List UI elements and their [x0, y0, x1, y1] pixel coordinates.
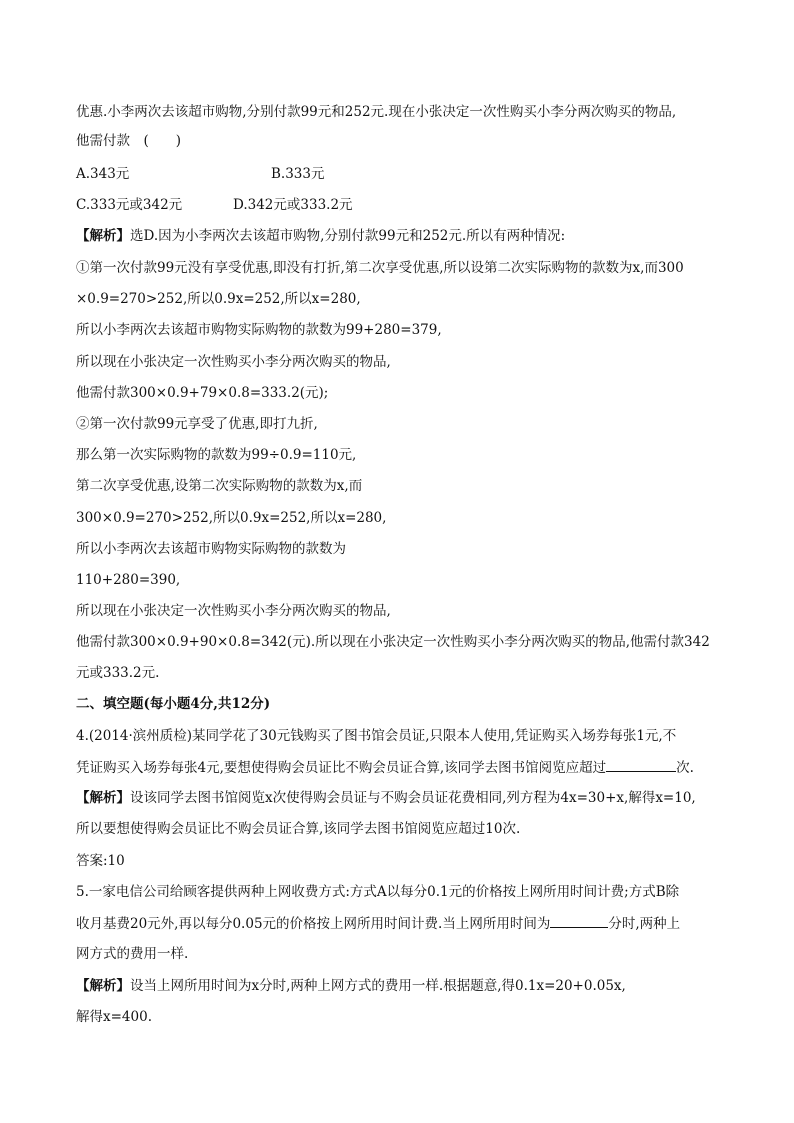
problem5-solution-line2: 解得x=400. — [76, 1009, 152, 1025]
problem3-stem-line2: 他需付款 ( ) — [76, 133, 182, 149]
problem5-line1: 5.一家电信公司给顾客提供两种上网收费方式:方式A以每分0.1元的价格按上网所用时间计费;方式B除 — [76, 884, 680, 900]
solution3-line13: 所以现在小张决定一次性购买小李分两次购买的物品, — [76, 603, 391, 619]
option-b: B.333元 — [271, 166, 325, 182]
solution3-line5: 所以现在小张决定一次性购买小李分两次购买的物品, — [76, 354, 391, 370]
problem5-line2: 收月基费20元外,再以每分0.05元的价格按上网所用时间计费.当上网所用时间为 分时,两种上 — [76, 913, 728, 934]
answer-blank — [606, 757, 676, 772]
option-c: C.333元或342元 — [76, 197, 183, 213]
problem4-line1: 4.(2014·滨州质检)某同学花了30元钱购买了图书馆会员证,只限本人使用,凭证购买入场券每张1元,不 — [76, 728, 677, 744]
problem5-solution-line1: 【解析】设当上网所用时间为x分时,两种上网方式的费用一样.根据题意,得0.1x=20+0.05x, — [76, 978, 626, 994]
option-d: D.342元或333.2元 — [233, 197, 353, 213]
problem3-stem-line1: 优惠.小李两次去该超市购物,分别付款99元和252元.现在小张决定一次性购买小李分两次购买的物品, — [76, 104, 677, 120]
solution3-line6: 他需付款300×0.9+79×0.8=333.2(元); — [76, 385, 329, 401]
solution3-line15: 元或333.2元. — [76, 665, 160, 681]
solution3-line9: 第二次享受优惠,设第二次实际购物的款数为x,而 — [76, 478, 363, 494]
solution3-line1: 【解析】选D.因为小李两次去该超市购物,分别付款99元和252元.所以有两种情况: — [76, 228, 566, 244]
solution3-line2: ①第一次付款99元没有享受优惠,即没有打折,第二次享受优惠,所以设第二次实际购物的款数为x,而300 — [76, 260, 684, 276]
solution3-line3: ×0.9=270>252,所以0.9x=252,所以x=280, — [76, 291, 361, 307]
solution-tag: 【解析】 — [76, 790, 130, 806]
solution3-line10: 300×0.9=270>252,所以0.9x=252,所以x=280, — [76, 510, 387, 526]
option-a: A.343元 — [76, 166, 130, 182]
solution3-line4: 所以小李两次去该超市购物实际购物的款数为99+280=379, — [76, 322, 442, 338]
problem4-line2: 凭证购买入场券每张4元,要想使得购会员证比不购会员证合算,该同学去图书馆阅览应超过 次. — [76, 757, 728, 778]
section-heading: 二、填空题(每小题4分,共12分) — [76, 696, 271, 712]
solution3-line8: 那么第一次实际购物的款数为99÷0.9=110元, — [76, 447, 357, 463]
problem4-solution-line1: 【解析】设该同学去图书馆阅览x次使得购会员证与不购会员证花费相同,列方程为4x=30+x,解得x=10, — [76, 790, 696, 806]
solution-tag: 【解析】 — [76, 978, 130, 994]
problem5-line3: 网方式的费用一样. — [76, 946, 189, 962]
problem4-answer: 答案:10 — [76, 853, 125, 869]
solution3-line14: 他需付款300×0.9+90×0.8=342(元).所以现在小张决定一次性购买小李分两次购买的物品,他需付款342 — [76, 634, 710, 650]
solution3-line12: 110+280=390, — [76, 572, 181, 588]
problem4-solution-line2: 所以要想使得购会员证比不购会员证合算,该同学去图书馆阅览应超过10次. — [76, 821, 521, 837]
solution-tag: 【解析】 — [76, 228, 130, 244]
solution3-line11: 所以小李两次去该超市购物实际购物的款数为 — [76, 541, 346, 557]
solution3-line7: ②第一次付款99元享受了优惠,即打九折, — [76, 416, 318, 432]
answer-blank — [550, 913, 608, 928]
